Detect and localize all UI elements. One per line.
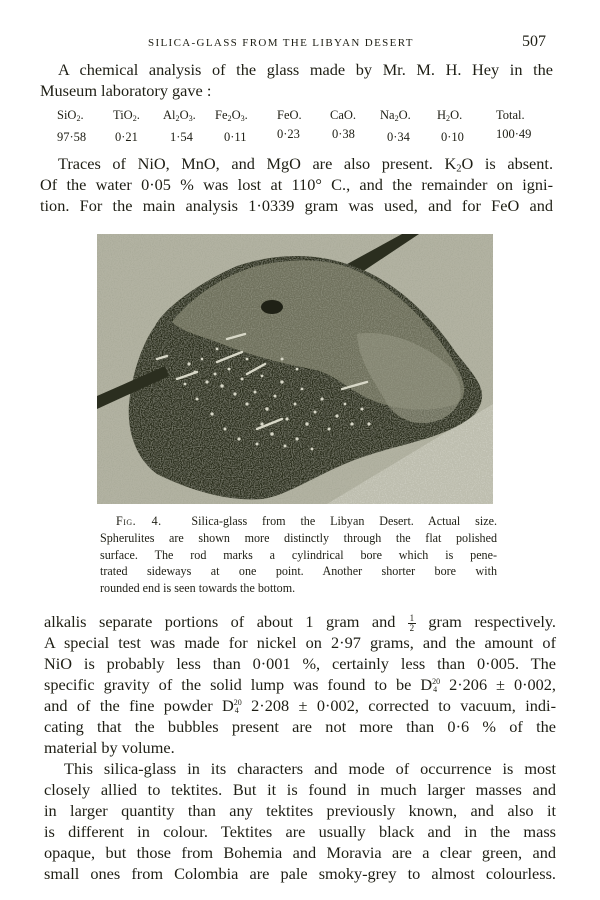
analysis-column — [380, 106, 411, 147]
text-run: O is absent. — [461, 154, 554, 173]
subscript: 2 — [456, 163, 462, 175]
column-value: 0·21 — [115, 130, 138, 145]
figure-caption-line-5: rounded end is seen towards the bottom. — [100, 581, 296, 595]
fraction-denominator: 2 — [409, 622, 415, 633]
text-run: and of the fine powder D — [44, 696, 234, 715]
column-value: 0·11 — [224, 130, 247, 145]
text-run: alkalis separate portions of about 1 gram and — [44, 612, 408, 631]
column-header: $Fe_2O_3$. — [215, 108, 248, 124]
silica-glass-photo — [97, 234, 493, 504]
figure-label: Fig. 4. — [116, 514, 162, 528]
subscript: 4 — [234, 706, 239, 716]
column-value: 1·54 — [170, 130, 193, 145]
column-header: Total. — [496, 108, 525, 122]
para3-line-1 — [44, 611, 556, 633]
para3-line-5 — [44, 695, 556, 717]
density-notation — [234, 699, 242, 715]
column-header: FeO. — [277, 108, 302, 122]
para2-line-2: Of the water 0·05 % was lost at 110° C., and the remainder on igni- — [40, 175, 553, 194]
intro-line-2: Museum laboratory gave : — [40, 81, 212, 100]
para3-line-6: cating that the bubbles present are not more than 0·6 % of the — [44, 717, 556, 736]
text-run: 2·206 ± 0·002, — [440, 675, 557, 694]
analysis-column — [113, 106, 140, 147]
figure-caption-line-4: trated sideways at one point. Another shorter bore with — [100, 564, 497, 578]
column-value: 97·58 — [57, 130, 87, 145]
figure-caption-line-2: Spherulites are shown more distinctly through the flat polished — [100, 531, 497, 545]
fraction-one-half — [408, 614, 416, 633]
figure-photo — [97, 234, 493, 504]
para3-line-7: material by volume. — [44, 738, 175, 757]
column-value: 0·10 — [441, 130, 464, 145]
para2-line-3: tion. For the main analysis 1·0339 gram was used, and for FeO and — [40, 196, 553, 215]
column-value: 0·23 — [277, 127, 300, 141]
bore-hole — [261, 300, 283, 314]
para4-line-5: opaque, but those from Bohemia and Moravia are a clear green, and — [44, 843, 556, 862]
superscript: 20 — [233, 698, 242, 708]
text-run: Traces of NiO, MnO, and MgO are also present. K — [58, 154, 457, 173]
superscript: 20 — [432, 677, 441, 687]
para4-line-6: small ones from Colombia are pale smoky-grey to almost colourless. — [44, 864, 556, 883]
column-header: SiO$_2$. — [57, 108, 84, 124]
text-run: 2·208 ± 0·002, corrected to vacuum, indi- — [241, 696, 557, 715]
text-run: gram respectively. — [415, 612, 556, 631]
para4-line-2: closely allied to tektites. But it is found in much larger masses and — [44, 780, 556, 799]
subscript: 4 — [433, 685, 438, 695]
text-run: specific gravity of the solid lump was found to be D — [44, 675, 433, 694]
para3-line-2: A special test was made for nickel on 2·97 grams, and the amount of — [44, 633, 556, 652]
running-head — [0, 33, 600, 53]
caption-text: Silica-glass from the Libyan Desert. Actual size. — [191, 514, 497, 528]
analysis-column — [215, 106, 248, 147]
density-notation — [432, 678, 440, 694]
para4-line-1: This silica-glass in its characters and mode of occurrence is most — [64, 759, 556, 778]
column-header: $Na_2O$. — [380, 108, 411, 124]
column-header: TiO$_2$. — [113, 108, 140, 124]
column-value: 0·38 — [332, 127, 355, 141]
running-title: SILICA-GLASS FROM THE LIBYAN DESERT — [148, 37, 414, 49]
analysis-column — [57, 106, 86, 147]
intro-line-1: A chemical analysis of the glass made by Mr. M. H. Hey in the — [58, 60, 553, 79]
column-header: $Al_2O_3$. — [163, 108, 196, 124]
column-value: 100·49 — [496, 127, 532, 141]
analysis-table — [0, 106, 600, 150]
column-header: $H_2O$. — [437, 108, 463, 124]
column-value: 0·34 — [387, 130, 410, 145]
analysis-column — [437, 106, 464, 147]
analysis-column — [330, 106, 356, 144]
para3-line-3: NiO is probably less than 0·001 %, certainly less than 0·005. The — [44, 654, 556, 673]
column-header: CaO. — [330, 108, 357, 122]
analysis-column — [496, 106, 531, 144]
figure-caption-line-1 — [116, 513, 497, 530]
page-number: 507 — [522, 33, 546, 50]
para3-line-4 — [44, 674, 556, 696]
para4-line-4: is different in colour. Tektites are usually black and in the mass — [44, 822, 556, 841]
analysis-column — [163, 106, 196, 147]
figure-caption-line-3: surface. The rod marks a cylindrical bore which is pene- — [100, 548, 497, 562]
para4-line-3: in larger quantity than any tektites previously known, and also it — [44, 801, 556, 820]
fraction-numerator: 1 — [409, 612, 415, 623]
analysis-column — [277, 106, 302, 144]
